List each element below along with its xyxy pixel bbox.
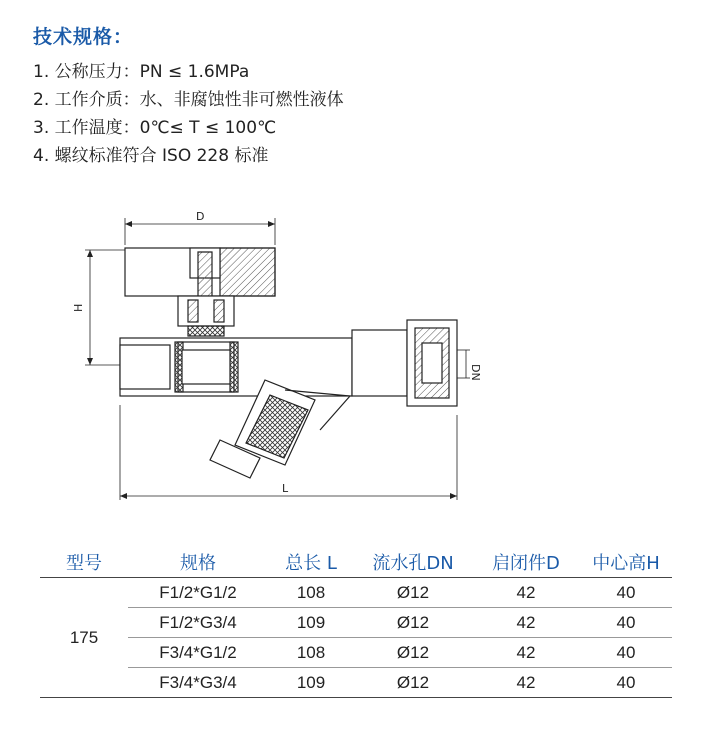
- d-cell: 42: [472, 668, 580, 698]
- header-model: 型号: [40, 547, 128, 578]
- spec-item: 1. 公称压力：PN ≤ 1.6MPa: [33, 62, 250, 82]
- h-cell: 40: [580, 608, 672, 638]
- dn-cell: Ø12: [354, 668, 472, 698]
- d-cell: 42: [472, 578, 580, 608]
- spec-list: [33, 58, 344, 170]
- dimension-label-l: L: [282, 482, 289, 495]
- dn-cell: Ø12: [354, 578, 472, 608]
- spec-cell: F3/4*G1/2: [128, 638, 268, 668]
- spec-title: 技术规格：: [33, 26, 134, 48]
- spec-table: [40, 547, 672, 698]
- header-d: 启闭件D: [472, 547, 580, 578]
- h-cell: 40: [580, 638, 672, 668]
- dimension-label-dn: DN: [469, 364, 482, 381]
- spec-item: 2. 工作介质：水、非腐蚀性非可燃性液体: [33, 90, 344, 110]
- table-row: [40, 578, 672, 608]
- header-dn: 流水孔DN: [354, 547, 472, 578]
- length-cell: 108: [268, 638, 354, 668]
- table-header-row: [40, 547, 672, 578]
- header-spec: 规格: [128, 547, 268, 578]
- valve-cross-section-drawing: [70, 200, 490, 520]
- spec-cell: F1/2*G3/4: [128, 608, 268, 638]
- spec-cell: F1/2*G1/2: [128, 578, 268, 608]
- spec-item: 4. 螺纹标准符合 ISO 228 标准: [33, 146, 269, 166]
- length-cell: 108: [268, 578, 354, 608]
- h-cell: 40: [580, 668, 672, 698]
- dimension-label-d: D: [196, 210, 205, 223]
- dn-cell: Ø12: [354, 608, 472, 638]
- h-cell: 40: [580, 578, 672, 608]
- table-row: [40, 668, 672, 698]
- header-h: 中心高H: [580, 547, 672, 578]
- dimension-label-h: H: [72, 303, 85, 312]
- d-cell: 42: [472, 608, 580, 638]
- length-cell: 109: [268, 668, 354, 698]
- table-row: [40, 638, 672, 668]
- header-length: 总长 L: [268, 547, 354, 578]
- spec-item: 3. 工作温度：0℃≤ T ≤ 100℃: [33, 118, 277, 138]
- spec-cell: F3/4*G3/4: [128, 668, 268, 698]
- length-cell: 109: [268, 608, 354, 638]
- table-row: [40, 608, 672, 638]
- model-cell: 175: [40, 578, 128, 698]
- dn-cell: Ø12: [354, 638, 472, 668]
- d-cell: 42: [472, 638, 580, 668]
